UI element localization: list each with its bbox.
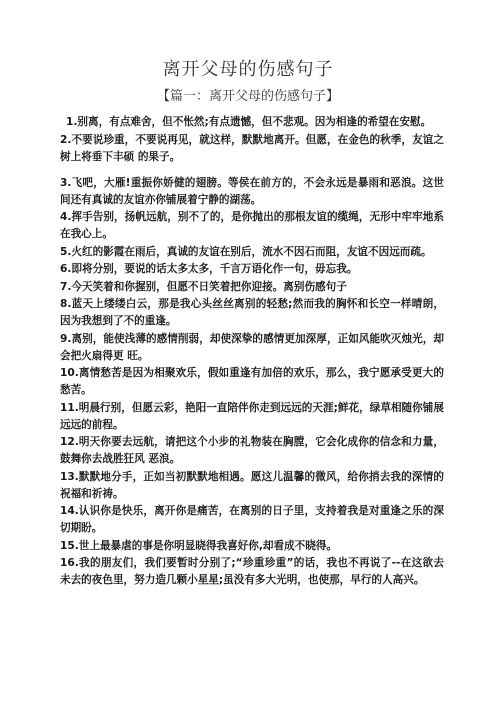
sentence-item: 16.我的朋友们，我们要暂时分别了;“珍重珍重”的话，我也不再说了--在这欲去未去的夜色里，努力造几颗小星星;虽没有多大光明，也使那，早行的人高兴。	[60, 557, 444, 586]
document-body	[60, 114, 444, 590]
sentence-item: 10.离情愁苦是因为相聚欢乐，假如重逢有加倍的欢乐，那么，我宁愿承受更大的愁苦。	[60, 367, 444, 396]
document-title: 离开父母的伤感句子	[162, 59, 334, 80]
sentence-item: 13.默默地分手，正如当初默默地相遇。愿这儿温馨的微风，给你捎去我的深情的祝福和祈祷。	[60, 470, 444, 500]
sentence-item: 15.世上最暴虐的事是你明显晓得我喜好你,却看成不晓得。	[60, 539, 338, 552]
sentence-item: 11.明晨行别，但愿云彩，艳阳一直陪伴你走到远远的天涯;鲜花，绿草相随你铺展远远的前程。	[60, 401, 444, 431]
sentence-item: 6.即将分别，要说的话太多太多，千言万语化作一句，毋忘我。	[60, 263, 358, 275]
sentence-item: 3.飞吧，大雁!重振你娇健的翅膀。等侯在前方的，不会永远是暴雨和恶浪。这世间还有真诚的友谊亦你铺展着宁静的湖荡。	[60, 176, 444, 206]
sentence-item: 8.蓝天上缕缕白云，那是我心头丝丝离别的轻愁;然而我的胸怀和长空一样晴朗，因为我想到了不的重逢。	[60, 298, 444, 327]
sentence-item: 14.认识你是快乐，离开你是痛苦，在离别的日子里，支持着我是对重逢之乐的深切期盼。	[60, 505, 444, 534]
sentence-item: 12.明天你要去远航，请把这个小步的礼物装在胸膛，它会化成你的信念和力量，鼓舞你去战胜狂风 恶浪。	[60, 436, 444, 465]
sentence-item: 9.离别，能使浅薄的感情削弱，却使深挚的感情更加深厚，正如风能吹灭烛光，却会把火扇得更 旺。	[60, 332, 444, 362]
sentence-item: 4.挥手告别，扬帆远航，别不了的，是你抛出的那根友谊的缆绳，无形中牢牢地系在我心上。	[60, 211, 444, 240]
sentence-item: 1.别离，有点难舍，但不怅然;有点遗憾，但不悲观。因为相逢的希望在安慰。	[66, 116, 432, 128]
sentence-item: 7.今天笑着和你握别，但愿不日笑着把你迎接。离别伤感句子	[60, 280, 347, 293]
sentence-item: 5.火红的影霞在雨后，真诚的友谊在别后，流水不因石而阻，友谊不因远而疏。	[60, 245, 432, 258]
sentence-item: 2.不要说珍重，不要说再见，就这样，默默地离开。但愿，在金色的秋季，友谊之树上将垂下丰硕 的果子。	[60, 133, 444, 163]
section-heading: 【篇一：离开父母的伤感句子】	[156, 89, 339, 104]
